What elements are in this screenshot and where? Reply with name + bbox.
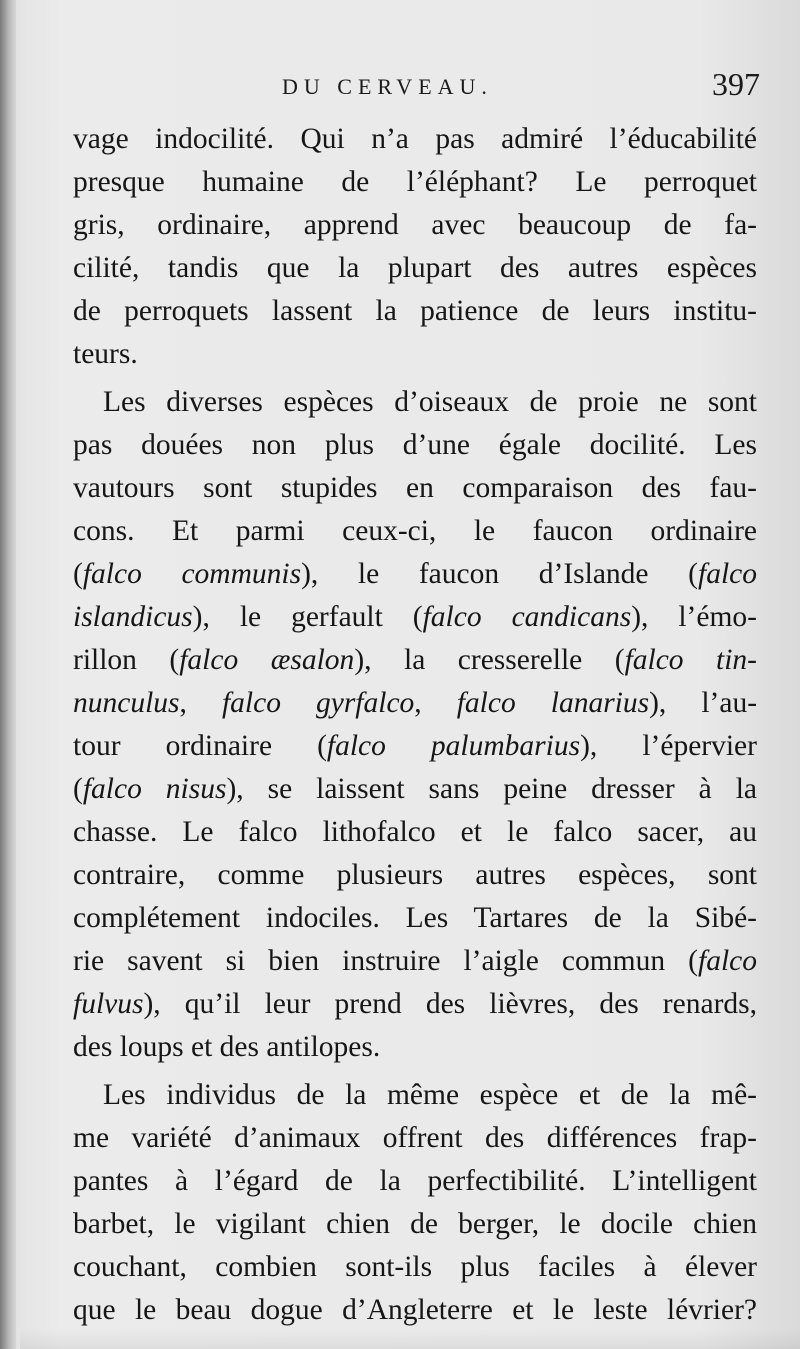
text-line: chasse. Le falco lithofalco et le falco sacer, au	[73, 816, 757, 848]
text-line: couchant, combien sont-ils plus faciles à élever	[73, 1251, 757, 1283]
paragraph	[73, 381, 757, 1069]
text-line: presque humaine de l’éléphant? Le perroquet	[73, 166, 757, 198]
text-line: contraire, comme plusieurs autres espèces, sont	[73, 859, 757, 891]
text-line: Les diverses espèces d’oiseaux de proie ne sont	[103, 386, 757, 418]
page-number: 397	[712, 66, 760, 102]
text-line: fulvus), qu’il leur prend des lièvres, des renards,	[73, 988, 757, 1020]
page-header	[60, 68, 760, 108]
text-line: gris, ordinaire, apprend avec beaucoup de fa-	[73, 209, 757, 241]
page-bottom-shade	[20, 1329, 800, 1349]
text-line: nunculus, falco gyrfalco, falco lanarius), l’au-	[73, 687, 758, 719]
text-line: de perroquets lassent la patience de leurs institu-	[73, 295, 757, 327]
text-line: que le beau dogue d’Angleterre et le leste lévrier?	[73, 1294, 757, 1326]
text-line: islandicus), le gerfault (falco candicans), l’émo-	[73, 601, 757, 633]
text-line: barbet, le vigilant chien de berger, le docile chien	[73, 1208, 757, 1240]
text-line: cons. Et parmi ceux-ci, le faucon ordinaire	[73, 515, 757, 547]
page-gutter-edge	[0, 0, 16, 1349]
text-line: me variété d’animaux offrent des différences frap-	[73, 1122, 757, 1154]
text-line: rillon (falco æsalon), la cresserelle (falco tin-	[73, 644, 758, 676]
text-line: cilité, tandis que la plupart des autres espèces	[73, 252, 757, 284]
paragraph	[73, 118, 757, 376]
text-line: complétement indociles. Les Tartares de la Sibé-	[73, 902, 757, 934]
text-line: pantes à l’égard de la perfectibilité. L’intelligent	[73, 1165, 757, 1197]
text-line: (falco nisus), se laissent sans peine dresser à la	[73, 773, 757, 805]
body-text	[73, 118, 757, 1337]
text-line: tour ordinaire (falco palumbarius), l’épervier	[73, 730, 757, 762]
running-head: DU CERVEAU.	[282, 74, 493, 99]
paragraph	[73, 1074, 757, 1332]
text-line: (falco communis), le faucon d’Islande (falco	[73, 558, 757, 590]
text-line: teurs.	[73, 338, 138, 370]
text-line: Les individus de la même espèce et de la mê-	[103, 1079, 757, 1111]
text-line: pas douées non plus d’une égale docilité. Les	[73, 429, 757, 461]
text-line: vage indocilité. Qui n’a pas admiré l’éducabilité	[73, 123, 757, 155]
text-line: rie savent si bien instruire l’aigle commun (falco	[73, 945, 757, 977]
text-line: des loups et des antilopes.	[73, 1031, 381, 1063]
text-line: vautours sont stupides en comparaison des fau-	[73, 472, 757, 504]
